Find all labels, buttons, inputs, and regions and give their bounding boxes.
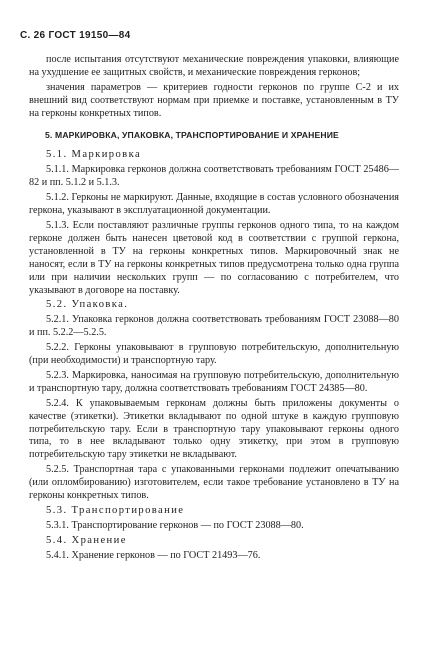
subsection-heading-5-2: 5.2. Упаковка. <box>46 299 129 311</box>
subsection-heading-5-3: 5.3. Транспортирование <box>46 505 185 516</box>
subsection-heading-5-1: 5.1. Маркировка <box>46 149 142 161</box>
subsection-heading-5-4: 5.4. Хранение <box>46 534 127 546</box>
paragraph-5-2-5: 5.2.5. Транспортная тара с упакованными герконами подлежит опечатыванию (или опломбированию) изготовителем, если такое требование установлено в ТУ на герконы конкретных типов. <box>29 464 399 502</box>
paragraph-5-2-3: 5.2.3. Маркировка, наносимая на групповую потребительскую, дополнительную и транспортную тару, должна соответствовать требованиям ГОСТ 24385—80. <box>29 369 399 394</box>
paragraph-5-2-2: 5.2.2. Герконы упаковывают в групповую потребительскую, дополнительную (при необходимости) и транспортную тару. <box>29 342 399 367</box>
paragraph-5-1-1: 5.1.1. Маркировка герконов должна соответствовать требованиям ГОСТ 25486—82 и пп. 5.1.2 и 5.1.3. <box>29 164 399 189</box>
paragraph-5-1-2: 5.1.2. Герконы не маркируют. Данные, входящие в состав условного обозначения геркона, указывают в эксплуатационной документации. <box>29 192 399 217</box>
paragraph-5-3-1: 5.3.1. Транспортирование герконов — по ГОСТ 23088—80. <box>46 519 304 531</box>
paragraph-test-result-packaging: после испытания отсутствуют механические повреждения упаковки, влияющие на ухудшение ее защитных свойств, и механические повреждения герконов; <box>29 54 399 78</box>
paragraph-5-4-1: 5.4.1. Хранение герконов — по ГОСТ 21493—76. <box>46 549 261 561</box>
paragraph-5-1-3: 5.1.3. Если поставляют различные группы герконов одного типа, то на каждом герконе должен быть нанесен цветовой код в соответствии с группой геркона, установленной в ТУ на герконы конкретных типов. Маркировочный знак не наносят, если в ТУ на герконы конкретных типов предусмотрена только одна группа или при наличии нескольких групп — по согласованию с потребителем, что указывают в договоре на поставку. <box>29 219 399 296</box>
paragraph-5-2-4: 5.2.4. К упаковываемым герконам должны быть приложены документы о качестве (этикетки). Этикетки вкладывают по одной штуке в каждую групповую потребительскую тару. Если в транспортную тару упаковывают герконы одного типа, то в нее вкладывают только одну этикетку, при этом в групповую потребительскую тару этикетки не вкладывают. <box>29 397 399 461</box>
document-body <box>29 54 399 565</box>
paragraph-test-result-parameters: значения параметров — критериев годности герконов по группе С-2 и их внешний вид соответствуют нормам при приемке и поставке, установленным в ТУ на герконы конкретных типов. <box>29 81 399 119</box>
page-header: С. 26 ГОСТ 19150—84 <box>20 30 131 41</box>
paragraph-5-2-1: 5.2.1. Упаковка герконов должна соответствовать требованиям ГОСТ 23088—80 и пп. 5.2.2—5.2.5. <box>29 314 399 339</box>
section-title-5: 5. МАРКИРОВКА, УПАКОВКА, ТРАНСПОРТИРОВАНИЕ И ХРАНЕНИЕ <box>45 129 339 140</box>
